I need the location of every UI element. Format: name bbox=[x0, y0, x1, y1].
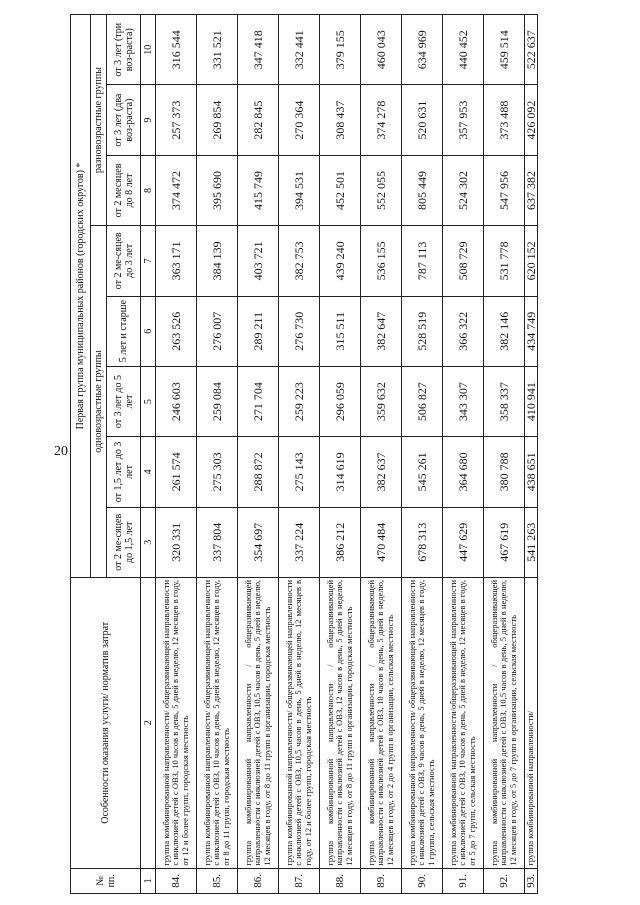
cost-value: 403 721 bbox=[238, 226, 279, 296]
cost-value: 410 941 bbox=[525, 366, 538, 436]
cost-value: 296 059 bbox=[320, 366, 361, 436]
row-description: группа комбинированной направленности/ общеразвивающей направленности с инклюзией детей с ОВЗ, 10 часов в день, 5 дней в неделю, 12 месяцев в году, от 8 до 11 групп, городская местность bbox=[197, 577, 238, 868]
row-description: группа комбинированной направленности / общеразвивающей направленности с инклюзией детей с ОВЗ, 10 часов в день, 5 дней в неделю, 12 месяцев в году, от 2 до 4 групп в организации, сельская местность bbox=[361, 577, 402, 868]
cost-value: 337 224 bbox=[279, 507, 320, 577]
cost-value: 528 519 bbox=[402, 296, 443, 366]
row-description: группа комбинированной направленности / общеразвивающей направленности с инклюзией детей с ОВЗ, 12 часов в день, 5 дней в неделю, 12 месяцев в году, от 8 до 11 групп в организации, городская местность bbox=[320, 577, 361, 868]
cost-value: 439 240 bbox=[320, 226, 361, 296]
column-number: 1 bbox=[141, 868, 156, 893]
cost-value: 366 322 bbox=[443, 296, 484, 366]
cost-value: 415 749 bbox=[238, 155, 279, 225]
column-number: 6 bbox=[141, 296, 156, 366]
header-group-title: Первая группа муниципальных районов (городских округов) * bbox=[71, 15, 91, 578]
column-number: 10 bbox=[141, 15, 156, 85]
header-col-5: от 2 ме-сяцев до 3 лет bbox=[107, 226, 141, 296]
table-row bbox=[484, 15, 525, 894]
column-number: 7 bbox=[141, 226, 156, 296]
column-number: 9 bbox=[141, 85, 156, 155]
cost-value: 382 637 bbox=[361, 437, 402, 507]
cost-value: 382 753 bbox=[279, 226, 320, 296]
cost-value: 316 544 bbox=[156, 15, 197, 85]
header-col-2: от 1,5 лет до 3 лет bbox=[107, 437, 141, 507]
cost-value: 261 574 bbox=[156, 437, 197, 507]
cost-value: 357 953 bbox=[443, 85, 484, 155]
row-number: 91. bbox=[443, 868, 484, 893]
cost-value: 332 441 bbox=[279, 15, 320, 85]
cost-value: 805 449 bbox=[402, 155, 443, 225]
rotated-table-container bbox=[70, 14, 584, 894]
cost-value: 363 171 bbox=[156, 226, 197, 296]
cost-table bbox=[70, 14, 538, 894]
header-col-7: от 3 лет (два воз-раста) bbox=[107, 85, 141, 155]
cost-value: 270 364 bbox=[279, 85, 320, 155]
row-number: 88. bbox=[320, 868, 361, 893]
cost-value: 460 043 bbox=[361, 15, 402, 85]
row-number: 86. bbox=[238, 868, 279, 893]
cost-value: 246 603 bbox=[156, 366, 197, 436]
cost-value: 434 749 bbox=[525, 296, 538, 366]
cost-value: 459 514 bbox=[484, 15, 525, 85]
header-feature: Особенности оказания услуги/ норматив затрат bbox=[71, 577, 141, 868]
cost-value: 382 647 bbox=[361, 296, 402, 366]
cost-value: 522 637 bbox=[525, 15, 538, 85]
table-row bbox=[402, 15, 443, 894]
cost-value: 354 697 bbox=[238, 507, 279, 577]
cost-value: 373 488 bbox=[484, 85, 525, 155]
table-row bbox=[238, 15, 279, 894]
cost-value: 320 331 bbox=[156, 507, 197, 577]
row-description: группа комбинированной направленности/общеразвивающей направленности с инклюзией детей с ОВЗ, 10 часов в день, 5 дней в неделю, 12 месяцев в году, от 5 до 7 групп, сельская местность bbox=[443, 577, 484, 868]
cost-value: 359 632 bbox=[361, 366, 402, 436]
cost-value: 271 704 bbox=[238, 366, 279, 436]
cost-value: 524 302 bbox=[443, 155, 484, 225]
cost-value: 384 139 bbox=[197, 226, 238, 296]
cost-value: 343 307 bbox=[443, 366, 484, 436]
cost-value: 545 261 bbox=[402, 437, 443, 507]
cost-value: 263 526 bbox=[156, 296, 197, 366]
cost-value: 508 729 bbox=[443, 226, 484, 296]
cost-value: 337 804 bbox=[197, 507, 238, 577]
cost-value: 438 651 bbox=[525, 437, 538, 507]
row-number: 87. bbox=[279, 868, 320, 893]
cost-value: 787 113 bbox=[402, 226, 443, 296]
header-col-3: от 3 лет до 5 лет bbox=[107, 366, 141, 436]
row-number: 93. bbox=[525, 868, 538, 893]
cost-value: 620 152 bbox=[525, 226, 538, 296]
row-number: 89. bbox=[361, 868, 402, 893]
cost-value: 331 521 bbox=[197, 15, 238, 85]
cost-value: 382 146 bbox=[484, 296, 525, 366]
header-mixed-age: разновозрастные группы bbox=[91, 15, 107, 226]
column-number: 2 bbox=[141, 577, 156, 868]
row-number: 85. bbox=[197, 868, 238, 893]
table-row bbox=[320, 15, 361, 894]
cost-value: 386 212 bbox=[320, 507, 361, 577]
cost-value: 315 511 bbox=[320, 296, 361, 366]
row-description: группа комбинированной направленности / общеразвивающей направленности с инклюзией детей с ОВЗ, 10,5 часов в день, 5 дней в неделю, 12 месяцев в году, от 8 до 11 групп в организации, городская местность bbox=[238, 577, 279, 868]
row-description: группа комбинированной направленности / общеразвивающей направленности с инклюзией детей с ОВЗ, 10,5 часов в день, 5 дней в неделю, 12 месяцев в году, от 5 до 7 групп в организации, сельская местность bbox=[484, 577, 525, 868]
cost-value: 520 631 bbox=[402, 85, 443, 155]
cost-value: 269 854 bbox=[197, 85, 238, 155]
column-number: 5 bbox=[141, 366, 156, 436]
cost-value: 634 969 bbox=[402, 15, 443, 85]
header-no: № пп. bbox=[71, 868, 141, 893]
cost-value: 276 730 bbox=[279, 296, 320, 366]
table-row bbox=[156, 15, 197, 894]
cost-value: 308 437 bbox=[320, 85, 361, 155]
cost-value: 347 418 bbox=[238, 15, 279, 85]
cost-value: 440 452 bbox=[443, 15, 484, 85]
cost-value: 678 313 bbox=[402, 507, 443, 577]
row-number: 84. bbox=[156, 868, 197, 893]
cost-value: 531 778 bbox=[484, 226, 525, 296]
cost-value: 506 827 bbox=[402, 366, 443, 436]
cost-value: 447 629 bbox=[443, 507, 484, 577]
cost-value: 282 845 bbox=[238, 85, 279, 155]
cost-value: 314 619 bbox=[320, 437, 361, 507]
cost-value: 259 084 bbox=[197, 366, 238, 436]
cost-value: 547 956 bbox=[484, 155, 525, 225]
cost-value: 637 382 bbox=[525, 155, 538, 225]
cost-value: 276 007 bbox=[197, 296, 238, 366]
cost-value: 358 337 bbox=[484, 366, 525, 436]
cost-value: 379 155 bbox=[320, 15, 361, 85]
table-row bbox=[279, 15, 320, 894]
cost-value: 467 619 bbox=[484, 507, 525, 577]
cost-value: 426 092 bbox=[525, 85, 538, 155]
cost-value: 395 690 bbox=[197, 155, 238, 225]
column-number: 4 bbox=[141, 437, 156, 507]
cost-value: 288 872 bbox=[238, 437, 279, 507]
cost-value: 536 155 bbox=[361, 226, 402, 296]
row-description: группа комбинированной направленности/ общеразвивающей направленности с инклюзией детей с ОВЗ, 10 часов в день, 5 дней в неделю, 12 месяцев в году, от 12 и более групп, городская местность bbox=[156, 577, 197, 868]
table-row bbox=[525, 15, 538, 894]
header-col-8: от 3 лет (три воз-раста) bbox=[107, 15, 141, 85]
cost-value: 552 055 bbox=[361, 155, 402, 225]
column-number: 3 bbox=[141, 507, 156, 577]
header-same-age: одновозрастные группы bbox=[91, 226, 107, 578]
table-row bbox=[361, 15, 402, 894]
row-description: группа комбинированной направленности/ общеразвивающей направленности с инклюзией детей с ОВЗ, 9 часов в день, 5 дней в неделю, 12 месяцев в году, 1 группа, сельская местность bbox=[402, 577, 443, 868]
cost-value: 541 263 bbox=[525, 507, 538, 577]
cost-value: 374 278 bbox=[361, 85, 402, 155]
row-description: группа комбинированной направленности/ bbox=[525, 577, 538, 868]
table-row bbox=[443, 15, 484, 894]
header-col-4: 5 лет и старше bbox=[107, 296, 141, 366]
cost-value: 452 501 bbox=[320, 155, 361, 225]
cost-value: 275 303 bbox=[197, 437, 238, 507]
page-number: 20 bbox=[54, 444, 68, 459]
cost-value: 364 680 bbox=[443, 437, 484, 507]
header-col-1: от 2 ме-сяцев до 1,5 лет bbox=[107, 507, 141, 577]
cost-value: 374 472 bbox=[156, 155, 197, 225]
row-description: группа комбинированной направленности/ общеразвивающей направленности с инклюзией детей с ОВЗ, 10,5 часов в день, 5 дней в неделю, 12 месяцев в году, от 12 и более групп, городская местность bbox=[279, 577, 320, 868]
column-number: 8 bbox=[141, 155, 156, 225]
header-col-6: от 2 месяцев до 8 лет bbox=[107, 155, 141, 225]
cost-value: 380 788 bbox=[484, 437, 525, 507]
cost-value: 470 484 bbox=[361, 507, 402, 577]
table-row bbox=[197, 15, 238, 894]
cost-value: 257 373 bbox=[156, 85, 197, 155]
cost-value: 394 531 bbox=[279, 155, 320, 225]
cost-value: 275 143 bbox=[279, 437, 320, 507]
row-number: 92. bbox=[484, 868, 525, 893]
cost-value: 259 223 bbox=[279, 366, 320, 436]
cost-value: 289 211 bbox=[238, 296, 279, 366]
row-number: 90. bbox=[402, 868, 443, 893]
